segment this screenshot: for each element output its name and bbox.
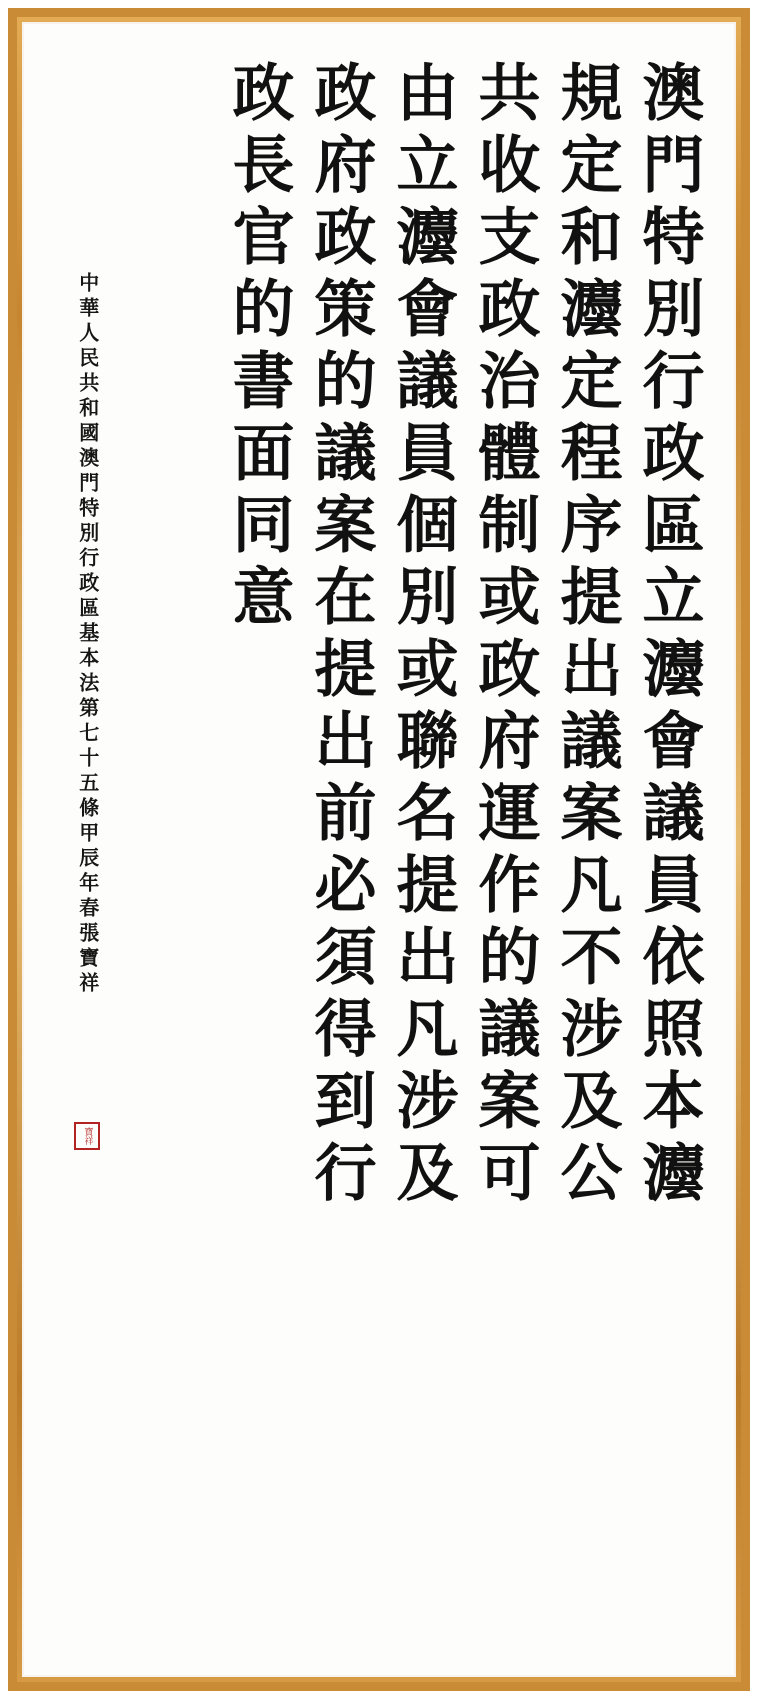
calligraphy-column-3: 共收支政治體制或政府運作的議案可 <box>468 60 541 1212</box>
calligraphy-column-4: 由立灋會議員個別或聯名提出凡涉及 <box>386 60 459 1212</box>
calligraphy-body <box>210 58 705 1212</box>
calligraphy-column-6: 政長官的書面同意 <box>222 60 295 636</box>
rice-paper <box>24 24 734 1675</box>
calligraphy-column-5: 政府政策的議案在提出前必須得到行 <box>304 60 377 1212</box>
inscription-text: 中華人民共和國澳門特別行政區基本法第七十五條甲辰年春張寶祥 <box>75 272 100 997</box>
inscription-block <box>64 272 110 1150</box>
picture-frame <box>8 8 750 1691</box>
artist-seal: 寶祥 <box>74 1122 100 1150</box>
calligraphy-column-2: 規定和灋定程序提出議案凡不涉及公 <box>550 60 623 1212</box>
calligraphy-column-1: 澳門特別行政區立灋會議員依照本灋 <box>632 60 705 1212</box>
frame-inner-mat <box>22 22 736 1677</box>
